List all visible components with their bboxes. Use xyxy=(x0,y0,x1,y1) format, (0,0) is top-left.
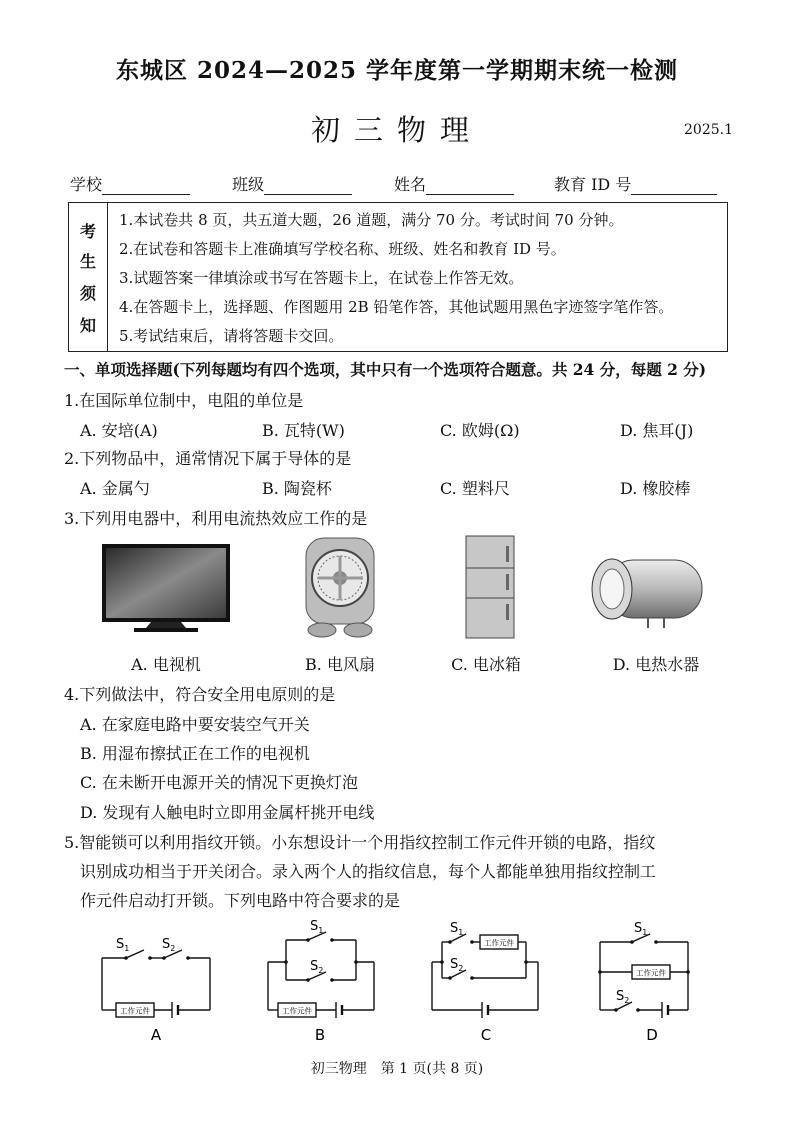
q4-option-a[interactable]: A. 在家庭电路中要安装空气开关 xyxy=(80,715,310,734)
circuit-a-diagram[interactable] xyxy=(92,930,224,1048)
notice-line-2: 2.在试卷和答题卡上准确填写学校名称、班级、姓名和教育 ID 号。 xyxy=(119,240,566,258)
q5-stem-line-2: 识别成功相当于开关闭合。录入两个人的指纹信息，每个人都能单独用指纹控制工 xyxy=(80,862,657,881)
svg-text:S1: $S_1$ xyxy=(634,921,648,937)
notice-line-4: 4.在答题卡上，选择题、作图题用 2B 铅笔作答，其他试题用黑色字迹签字笔作答。 xyxy=(119,298,674,316)
q2-stem: 2.下列物品中，通常情况下属于导体的是 xyxy=(64,449,352,468)
svg-text:S1: $S_1$ xyxy=(310,920,324,935)
q1-option-b[interactable]: B. 瓦特(W) xyxy=(262,421,345,440)
tv-image xyxy=(96,540,236,640)
svg-text:S2: $S_2$ xyxy=(616,989,630,1005)
svg-text:S1: $S_1$ xyxy=(116,937,130,953)
q2-option-d[interactable]: D. 橡胶棒 xyxy=(620,479,691,498)
q4-option-c[interactable]: C. 在未断开电源开关的情况下更换灯泡 xyxy=(80,773,358,792)
name-field[interactable]: 姓名 xyxy=(394,172,514,195)
exam-date: 2025.1 xyxy=(684,122,733,138)
notice-line-3: 3.试题答案一律填涂或书写在答题卡上，在试卷上作答无效。 xyxy=(119,269,524,287)
q3-option-a[interactable]: A. 电视机 xyxy=(131,655,201,674)
circuit-b-diagram[interactable] xyxy=(256,920,386,1048)
circuit-a-label: A xyxy=(150,1026,162,1044)
q1-option-c[interactable]: C. 欧姆(Ω) xyxy=(440,421,520,440)
class-field[interactable]: 班级 xyxy=(232,172,352,195)
svg-text:工作元件: 工作元件 xyxy=(282,1006,312,1016)
notice-line-5: 5.考试结束后，请将答题卡交回。 xyxy=(119,327,344,345)
fan-image xyxy=(300,534,380,642)
q4-option-d[interactable]: D. 发现有人触电时立即用金属杆挑开电线 xyxy=(80,803,375,822)
q1-stem: 1.在国际单位制中，电阻的单位是 xyxy=(64,391,304,410)
q5-stem-line-1: 5.智能锁可以利用指纹开锁。小东想设计一个用指纹控制工作元件开锁的电路，指纹 xyxy=(64,833,656,852)
q2-option-c[interactable]: C. 塑料尺 xyxy=(440,479,510,498)
notice-line-1: 1.本试卷共 8 页，共五道大题，26 道题，满分 70 分。考试时间 70 分钟。 xyxy=(119,211,624,229)
svg-text:工作元件: 工作元件 xyxy=(484,938,514,948)
id-field[interactable]: 教育 ID 号 xyxy=(554,172,717,195)
exam-title: 东城区 2024—2025 学年度第一学期期末统一检测 xyxy=(115,57,679,84)
svg-text:S2: $S_2$ xyxy=(450,957,464,973)
q3-stem: 3.下列用电器中，利用电流热效应工作的是 xyxy=(64,509,368,528)
q5-stem-line-3: 作元件启动打开锁。下列电路中符合要求的是 xyxy=(80,891,401,910)
svg-text:工作元件: 工作元件 xyxy=(120,1006,150,1016)
q2-option-a[interactable]: A. 金属勺 xyxy=(80,479,150,498)
q4-option-b[interactable]: B. 用湿布擦拭正在工作的电视机 xyxy=(80,744,310,763)
circuit-d-diagram[interactable] xyxy=(588,920,718,1048)
exam-notice-box xyxy=(68,202,728,352)
svg-text:S2: $S_2$ xyxy=(310,959,324,975)
q2-option-b[interactable]: B. 陶瓷杯 xyxy=(262,479,332,498)
q3-option-d[interactable]: D. 电热水器 xyxy=(612,655,700,674)
class-blank[interactable] xyxy=(264,176,352,195)
q1-option-d[interactable]: D. 焦耳(J) xyxy=(620,421,694,440)
id-blank[interactable] xyxy=(631,176,717,195)
page-footer: 初三物理 第 1 页(共 8 页) xyxy=(310,1061,484,1077)
subject-title: 初三物理 xyxy=(310,113,483,147)
water-heater-image xyxy=(588,552,708,632)
svg-text:S2: $S_2$ xyxy=(162,937,176,953)
svg-text:工作元件: 工作元件 xyxy=(636,968,666,978)
circuit-b-label: B xyxy=(314,1026,326,1044)
q4-stem: 4.下列做法中，符合安全用电原则的是 xyxy=(64,685,336,704)
name-blank[interactable] xyxy=(426,176,514,195)
circuit-c-diagram[interactable] xyxy=(420,920,550,1048)
circuit-c-label: C xyxy=(480,1026,492,1044)
svg-text:S1: $S_1$ xyxy=(450,921,464,937)
q3-option-c[interactable]: C. 电冰箱 xyxy=(451,655,521,674)
notice-label: 考 生 须 知 xyxy=(69,203,108,351)
school-field[interactable]: 学校 xyxy=(70,172,190,195)
fridge-image xyxy=(462,534,518,642)
circuit-d-label: D xyxy=(646,1026,658,1044)
q1-option-a[interactable]: A. 安培(A) xyxy=(80,421,158,440)
school-blank[interactable] xyxy=(102,176,190,195)
section-heading: 一、单项选择题(下列每题均有四个选项，其中只有一个选项符合题意。共 24 分，每题 2 分) xyxy=(64,360,707,379)
q3-option-b[interactable]: B. 电风扇 xyxy=(305,655,375,674)
